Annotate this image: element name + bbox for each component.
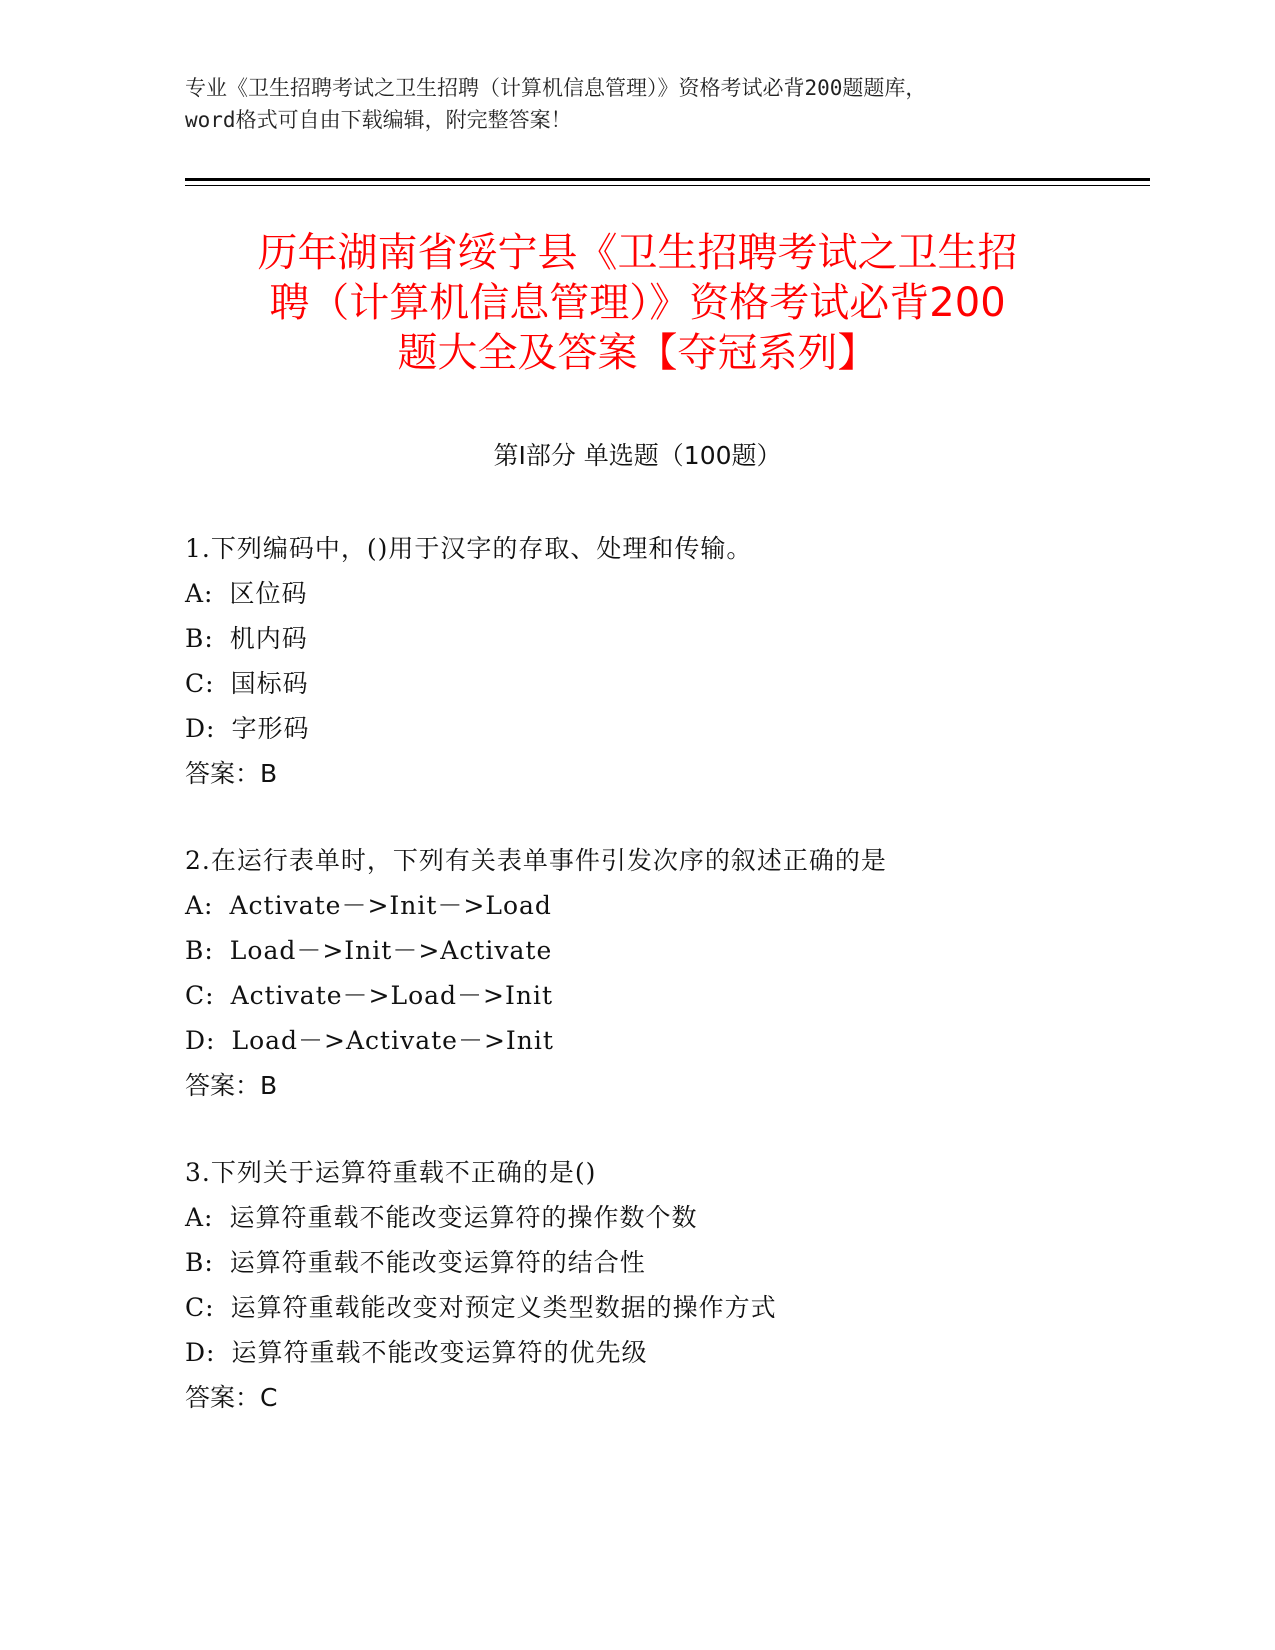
header-divider-thick <box>185 178 1150 181</box>
option-letter: B: <box>185 1248 214 1277</box>
option-d <box>185 1018 1135 1063</box>
option-text: 运算符重载不能改变运算符的优先级 <box>231 1338 648 1367</box>
option-a <box>185 1195 1135 1240</box>
option-letter: D: <box>185 714 216 743</box>
question-stem: 3.下列关于运算符重载不正确的是() <box>185 1158 597 1187</box>
option-c <box>185 973 1135 1018</box>
document-title <box>185 228 1090 378</box>
option-text: Load－>Activate－>Init <box>231 1026 554 1055</box>
option-d <box>185 706 1135 751</box>
answer-label: 答案：B <box>185 759 278 788</box>
option-text: 机内码 <box>229 624 308 653</box>
option-text: 运算符重载不能改变运算符的操作数个数 <box>229 1203 698 1232</box>
question-3 <box>185 1150 1135 1420</box>
option-letter: D: <box>185 1338 216 1367</box>
option-text: 字形码 <box>231 714 310 743</box>
option-letter: A: <box>185 891 214 920</box>
option-letter: A: <box>185 579 214 608</box>
question-2 <box>185 838 1135 1108</box>
option-letter: C: <box>185 669 215 698</box>
option-text: 运算符重载不能改变运算符的结合性 <box>229 1248 646 1277</box>
option-letter: B: <box>185 624 214 653</box>
option-text: Activate－>Init－>Load <box>229 891 552 920</box>
answer-label: 答案：C <box>185 1383 278 1412</box>
option-letter: C: <box>185 981 215 1010</box>
question-1 <box>185 526 1135 796</box>
option-letter: A: <box>185 1203 214 1232</box>
document-header-note <box>185 72 1085 136</box>
option-c <box>185 1285 1135 1330</box>
option-text: 区位码 <box>229 579 308 608</box>
option-b <box>185 616 1135 661</box>
option-d <box>185 1330 1135 1375</box>
option-text: 运算符重载能改变对预定义类型数据的操作方式 <box>230 1293 777 1322</box>
document-title-line-3: 题大全及答案【夺冠系列】 <box>397 330 878 376</box>
header-note-line-2: word格式可自由下载编辑，附完整答案！ <box>185 108 572 132</box>
option-letter: B: <box>185 936 214 965</box>
document-title-line-1: 历年湖南省绥宁县《卫生招聘考试之卫生招 <box>257 230 1018 276</box>
question-stem: 2.在运行表单时，下列有关表单事件引发次序的叙述正确的是 <box>185 846 887 875</box>
question-list <box>185 526 1135 1462</box>
section-title: 第Ⅰ部分 单选题（100题） <box>493 441 782 470</box>
option-b <box>185 928 1135 973</box>
option-letter: C: <box>185 1293 215 1322</box>
header-divider-thin <box>185 185 1150 186</box>
option-text: 国标码 <box>230 669 309 698</box>
option-a <box>185 571 1135 616</box>
option-text: Activate－>Load－>Init <box>230 981 554 1010</box>
option-letter: D: <box>185 1026 216 1055</box>
option-c <box>185 661 1135 706</box>
option-text: Load－>Init－>Activate <box>229 936 553 965</box>
option-b <box>185 1240 1135 1285</box>
question-stem: 1.下列编码中，()用于汉字的存取、处理和传输。 <box>185 534 753 563</box>
document-title-line-2: 聘（计算机信息管理）》资格考试必背200 <box>269 280 1006 326</box>
option-a <box>185 883 1135 928</box>
answer-label: 答案：B <box>185 1071 278 1100</box>
header-note-line-1: 专业《卫生招聘考试之卫生招聘（计算机信息管理）》资格考试必背200题题库， <box>185 76 927 100</box>
